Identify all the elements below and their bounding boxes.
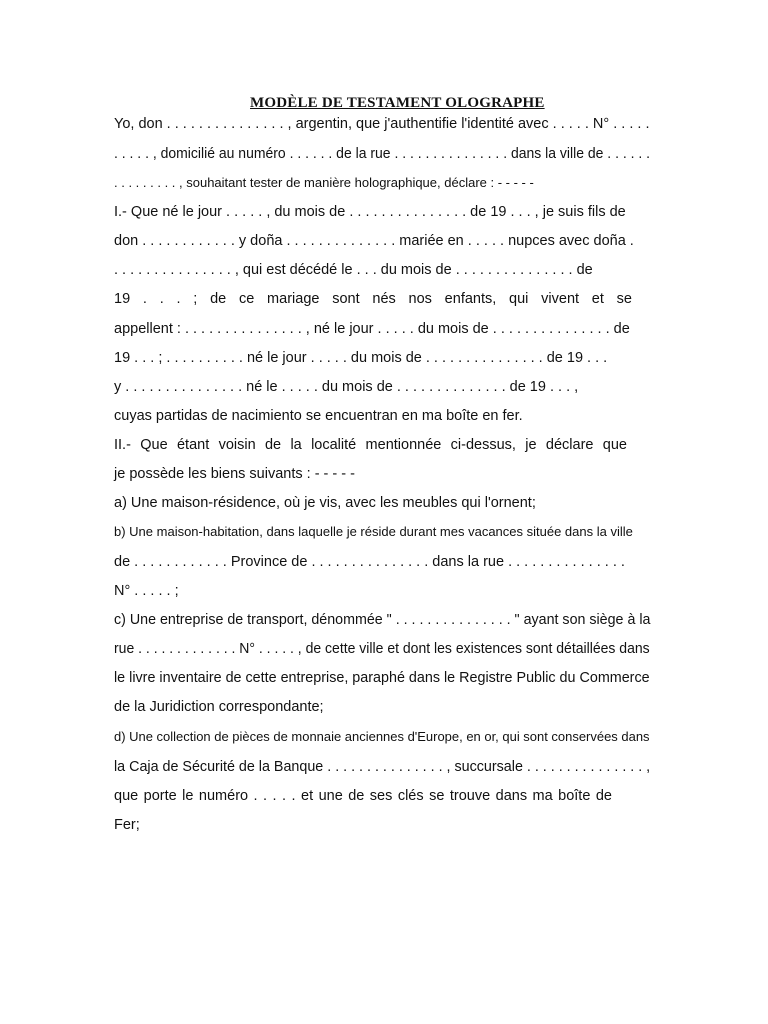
paragraph-line: je possède les biens suivants : - - - - - [114, 466, 355, 482]
paragraph-line: I.- Que né le jour . . . . . , du mois de . . . . . . . . . . . . . . . de 19 . . . , je suis fils de [114, 204, 626, 220]
paragraph-line: la Caja de Sécurité de la Banque . . . . . . . . . . . . . . . , succursale . . . . . . . . . . . . . . . , [114, 759, 651, 775]
paragraph-line: a) Une maison-résidence, où je vis, avec les meubles qui l'ornent; [114, 495, 536, 511]
paragraph-line: de . . . . . . . . . . . . Province de . . . . . . . . . . . . . . . dans la rue . . . . . . . . . . . . . . . [114, 554, 625, 570]
paragraph-line: II.- Que étant voisin de la localité mentionnée ci-dessus, je déclare que [114, 437, 627, 453]
paragraph-line: Fer; [114, 817, 140, 833]
paragraph-line: don . . . . . . . . . . . . y doña . . . . . . . . . . . . . . mariée en . . . . . nupces avec doña . [114, 233, 634, 249]
paragraph-line: d) Une collection de pièces de monnaie anciennes d'Europe, en or, qui sont conservées dans [114, 729, 650, 744]
paragraph-line: c) Une entreprise de transport, dénommée " . . . . . . . . . . . . . . . " ayant son siège à la [114, 612, 651, 628]
paragraph-line: 19 . . . ; de ce mariage sont nés nos enfants, qui vivent et se [114, 291, 632, 307]
paragraph-line: N° . . . . . ; [114, 583, 179, 599]
paragraph-line: b) Une maison-habitation, dans laquelle je réside durant mes vacances située dans la ville [114, 524, 633, 539]
paragraph-line: Yo, don . . . . . . . . . . . . . . . , argentin, que j'authentifie l'identité avec . . . . . N° . . . . . [114, 116, 650, 132]
paragraph-line: . . . . . . . . . , souhaitant tester de manière holographique, déclare : - - - - - [114, 175, 534, 190]
paragraph-line: appellent : . . . . . . . . . . . . . . . , né le jour . . . . . du mois de . . . . . . . . . . . . . . . de [114, 321, 630, 337]
paragraph-line: rue . . . . . . . . . . . . . N° . . . . . , de cette ville et dont les existences sont détaillées dans [114, 641, 650, 657]
paragraph-line: cuyas partidas de nacimiento se encuentran en ma boîte en fer. [114, 408, 523, 424]
document-title: MODÈLE DE TESTAMENT OLOGRAPHE [250, 95, 545, 111]
paragraph-line: y . . . . . . . . . . . . . . . né le . . . . . du mois de . . . . . . . . . . . . . . de 19 . . . , [114, 379, 579, 395]
paragraph-line: . . . . . . . . . . . . . . . , qui est décédé le . . . du mois de . . . . . . . . . . . . . . . de [114, 262, 593, 278]
paragraph-line: que porte le numéro . . . . . et une de ses clés se trouve dans ma boîte de [114, 788, 612, 804]
paragraph-line: 19 . . . ; . . . . . . . . . . né le jour . . . . . du mois de . . . . . . . . . . . . . . . de 19 . . . [114, 350, 608, 366]
paragraph-line: le livre inventaire de cette entreprise, paraphé dans le Registre Public du Commerce [114, 670, 650, 686]
paragraph-line: . . . . . , domicilié au numéro . . . . . . de la rue . . . . . . . . . . . . . . . dans la ville de . . . . . . [114, 146, 651, 162]
paragraph-line: de la Juridiction correspondante; [114, 699, 324, 715]
